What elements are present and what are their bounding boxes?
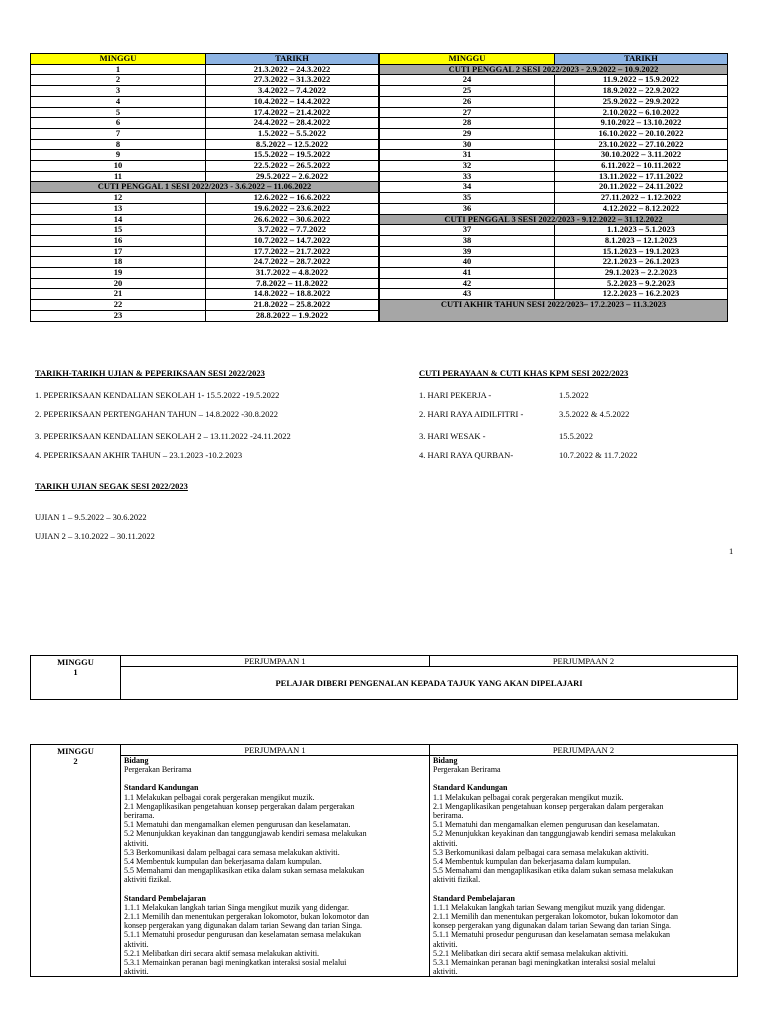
table-row [31, 225, 379, 236]
week-dates: 24.4.2022 – 28.4.2022 [206, 118, 379, 129]
table-row [31, 203, 379, 214]
standard-pembelajaran-line: 5.3.1 Memainkan peranan bagi meningkatkan interaksi sosial melalui [433, 958, 656, 968]
week-cell [31, 745, 121, 977]
week-dates: 21.3.2022 – 24.3.2022 [206, 64, 379, 75]
bidang-label: Bidang [433, 756, 458, 765]
standard-kandungan-line: 5.3 Berkomunikasi dalam pelbagai cara semasa melakukan aktiviti. [124, 847, 340, 857]
week-dates: 10.7.2022 – 14.7.2022 [206, 235, 379, 246]
standard-kandungan-line: aktiviti. [433, 838, 458, 848]
week-number: 2 [73, 756, 78, 766]
week-number: 1 [31, 64, 206, 75]
holiday-date: 15.5.2022 [559, 431, 593, 441]
cuti-row: CUTI PENGGAL 2 SESI 2022/2023 - 2.9.2022 – 10.9.2022 [380, 64, 728, 75]
week-dates: 15.5.2022 – 19.5.2022 [206, 150, 379, 161]
week-number: 25 [380, 86, 555, 97]
week-dates: 12.2.2023 – 16.2.2023 [555, 289, 728, 300]
exam-item: 3. PEPERIKSAAN KENDALIAN SEKOLAH 2 – 13.11.2022 -24.11.2022 [35, 431, 291, 441]
minggu-label: MINGGU [57, 657, 94, 667]
week-number: 12 [31, 193, 206, 204]
week-dates: 6.11.2022 – 10.11.2022 [555, 161, 728, 172]
week-dates: 8.1.2023 – 12.1.2023 [555, 235, 728, 246]
week-number: 19 [31, 268, 206, 279]
week-number: 10 [31, 161, 206, 172]
standard-kandungan-line: 2.1 Mengaplikasikan pengetahuan konsep pergerakan dalam pergerakan [433, 801, 664, 811]
table-row [380, 86, 728, 97]
standard-pembelajaran-line: aktiviti. [433, 967, 458, 977]
table-row [380, 182, 728, 193]
standard-kandungan-line: 5.2 Menunjukkan keyakinan dan tanggungjawab kendiri semasa melakukan [124, 829, 367, 839]
table-row [380, 193, 728, 204]
week-dates: 4.12.2022 – 8.12.2022 [555, 203, 728, 214]
table-row [31, 257, 379, 268]
week-number: 23 [31, 310, 206, 321]
spacer [124, 774, 426, 783]
standard-kandungan-line: 5.1 Mematuhi dan mengamalkan elemen pengurusan dan keselamatan. [433, 820, 660, 830]
intro-text: PELAJAR DIBERI PENGENALAN KEPADA TAJUK YANG AKAN DIPELAJARI [121, 667, 738, 700]
perjumpaan-1-content [121, 756, 430, 977]
cuti-row: CUTI PENGGAL 3 SESI 2022/2023 - 9.12.2022 – 31.12.2022 [380, 214, 728, 225]
standard-pembelajaran-line: 5.2.1 Melibatkan diri secara aktif semasa melakukan aktiviti. [433, 948, 629, 958]
table-row [31, 75, 379, 86]
table-row [380, 128, 728, 139]
table-row [380, 214, 728, 225]
table-row [380, 203, 728, 214]
segak-title: TARIKH UJIAN SEGAK SESI 2022/2023 [35, 481, 188, 491]
standard-kandungan-label: Standard Kandungan [124, 783, 199, 793]
week-number: 7 [31, 128, 206, 139]
standard-pembelajaran-line: konsep pergerakan yang digunakan dalam tarian Sewang dan tarian Singa. [124, 921, 362, 931]
bidang-value: Pergerakan Berirama [433, 765, 501, 775]
week-number: 14 [31, 214, 206, 225]
week-dates: 17.4.2022 – 21.4.2022 [206, 107, 379, 118]
week-number: 33 [380, 171, 555, 182]
week-dates: 3.4.2022 – 7.4.2022 [206, 86, 379, 97]
perjumpaan-1-header: PERJUMPAAN 1 [121, 656, 430, 667]
week2-table [30, 744, 738, 977]
table-row [31, 235, 379, 246]
week-dates: 22.1.2023 – 26.1.2023 [555, 257, 728, 268]
table-row [31, 246, 379, 257]
week-number: 2 [31, 75, 206, 86]
week-number: 40 [380, 257, 555, 268]
standard-pembelajaran-line: 2.1.1 Memilih dan menentukan pergerakan lokomotor, bukan lokomotor dan [433, 912, 679, 922]
standard-pembelajaran-line: 1.1.1 Melakukan langkah tarian Singa mengikut muzik yang didengar. [124, 902, 350, 912]
week-number: 20 [31, 278, 206, 289]
week-dates: 27.11.2022 – 1.12.2022 [555, 193, 728, 204]
week-number: 43 [380, 289, 555, 300]
table-row [31, 268, 379, 279]
standard-pembelajaran-line: aktiviti. [124, 967, 149, 977]
holiday-name: 4. HARI RAYA QURBAN- [419, 450, 514, 460]
table-row [380, 64, 728, 75]
week1-table [30, 655, 738, 700]
table-row [31, 289, 379, 300]
calendar-table-right [379, 53, 728, 322]
week-dates: 12.6.2022 – 16.6.2022 [206, 193, 379, 204]
table-row [31, 161, 379, 172]
week-dates: 1.1.2023 – 5.1.2023 [555, 225, 728, 236]
week-dates: 31.7.2022 – 4.8.2022 [206, 268, 379, 279]
standard-kandungan-line: 5.4 Membentuk kumpulan dan bekerjasama dalam kumpulan. [433, 857, 631, 867]
week-dates: 23.10.2022 – 27.10.2022 [555, 139, 728, 150]
spacer [433, 885, 734, 894]
week-number: 35 [380, 193, 555, 204]
week-dates: 10.4.2022 – 14.4.2022 [206, 96, 379, 107]
week-number: 28 [380, 118, 555, 129]
holiday-date: 10.7.2022 & 11.7.2022 [559, 450, 638, 460]
standard-pembelajaran-line: aktiviti. [433, 939, 458, 949]
standard-kandungan-line: 5.5 Memahami dan mengaplikasikan etika dalam sukan semasa melakukan [433, 866, 674, 876]
standard-kandungan-line: 1.1 Melakukan pelbagai corak pergerakan mengikut muzik. [433, 792, 624, 802]
week-dates: 18.9.2022 – 22.9.2022 [555, 86, 728, 97]
week-dates: 21.8.2022 – 25.8.2022 [206, 300, 379, 311]
holiday-name: 1. HARI PEKERJA - [419, 390, 492, 400]
week-number: 30 [380, 139, 555, 150]
perjumpaan-2-header: PERJUMPAAN 2 [430, 656, 738, 667]
standard-kandungan-line: aktiviti fizikal. [124, 875, 172, 885]
standard-kandungan-line: 5.4 Membentuk kumpulan dan bekerjasama dalam kumpulan. [124, 857, 322, 867]
week-number: 34 [380, 182, 555, 193]
standard-kandungan-line: 5.5 Memahami dan mengaplikasikan etika dalam sukan semasa melakukan [124, 866, 365, 876]
table-row [380, 107, 728, 118]
table-row [31, 300, 379, 311]
week-dates: 29.5.2022 – 2.6.2022 [206, 171, 379, 182]
header-tarikh: TARIKH [206, 54, 379, 65]
week-number: 36 [380, 203, 555, 214]
week-number: 39 [380, 246, 555, 257]
holiday-name: 3. HARI WESAK - [419, 431, 486, 441]
standard-pembelajaran-line: 1.1.1 Melakukan langkah tarian Sewang mengikut muzik yang didengar. [433, 902, 666, 912]
table-row [31, 118, 379, 129]
week-number: 16 [31, 235, 206, 246]
standard-pembelajaran-line: 5.1.1 Mematuhi prosedur pengurusan dan keselamatan semasa melakukan [433, 930, 671, 940]
week-dates: 19.6.2022 – 23.6.2022 [206, 203, 379, 214]
week-number: 38 [380, 235, 555, 246]
week-number: 27 [380, 107, 555, 118]
header-tarikh: TARIKH [555, 54, 728, 65]
standard-pembelajaran-line: 5.2.1 Melibatkan diri secara aktif semasa melakukan aktiviti. [124, 948, 320, 958]
week-number: 17 [31, 246, 206, 257]
standard-kandungan-line: 1.1 Melakukan pelbagai corak pergerakan mengikut muzik. [124, 792, 315, 802]
week-number: 21 [31, 289, 206, 300]
exams-title: TARIKH-TARIKH UJIAN & PEPERIKSAAN SESI 2022/2023 [35, 368, 265, 378]
holiday-date: 3.5.2022 & 4.5.2022 [559, 409, 630, 419]
week-number: 4 [31, 96, 206, 107]
table-row [380, 225, 728, 236]
week-number: 29 [380, 128, 555, 139]
table-row [380, 118, 728, 129]
table-row [31, 171, 379, 182]
week-number: 31 [380, 150, 555, 161]
header-minggu: MINGGU [31, 54, 206, 65]
exam-item: 1. PEPERIKSAAN KENDALIAN SEKOLAH 1- 15.5.2022 -19.5.2022 [35, 390, 280, 400]
table-row [380, 139, 728, 150]
table-row [31, 214, 379, 225]
segak-item: UJIAN 2 – 3.10.2022 – 30.11.2022 [35, 531, 155, 541]
standard-pembelajaran-line: aktiviti. [124, 939, 149, 949]
week-dates: 2.10.2022 – 6.10.2022 [555, 107, 728, 118]
table-row [31, 150, 379, 161]
week-dates: 20.11.2022 – 24.11.2022 [555, 182, 728, 193]
bidang-label: Bidang [124, 756, 149, 765]
table-row [380, 246, 728, 257]
table-row [31, 64, 379, 75]
standard-pembelajaran-line: 5.3.1 Memainkan peranan bagi meningkatkan interaksi sosial melalui [124, 958, 347, 968]
perjumpaan-2-content [430, 756, 738, 977]
table-row [31, 310, 379, 321]
table-row [31, 128, 379, 139]
week-dates: 5.2.2023 – 9.2.2023 [555, 278, 728, 289]
standard-pembelajaran-line: konsep pergerakan yang digunakan dalam tarian Sewang dan tarian Singa. [433, 921, 671, 931]
standard-pembelajaran-label: Standard Pembelajaran [433, 893, 515, 903]
standard-kandungan-line: aktiviti. [124, 838, 149, 848]
table-row [31, 96, 379, 107]
week-dates: 8.5.2022 – 12.5.2022 [206, 139, 379, 150]
week-number: 6 [31, 118, 206, 129]
segak-item: UJIAN 1 – 9.5.2022 – 30.6.2022 [35, 512, 147, 522]
standard-kandungan-label: Standard Kandungan [433, 783, 508, 793]
standard-kandungan-line: 5.3 Berkomunikasi dalam pelbagai cara semasa melakukan aktiviti. [433, 847, 649, 857]
standard-pembelajaran-line: 5.1.1 Mematuhi prosedur pengurusan dan keselamatan semasa melakukan [124, 930, 362, 940]
page-number: 1 [729, 546, 734, 556]
table-row [380, 289, 728, 300]
week-number: 32 [380, 161, 555, 172]
holiday-date: 1.5.2022 [559, 390, 589, 400]
standard-pembelajaran-label: Standard Pembelajaran [124, 893, 206, 903]
table-row [380, 257, 728, 268]
table-row [380, 235, 728, 246]
perjumpaan-1-header: PERJUMPAAN 1 [121, 745, 430, 756]
table-row [380, 278, 728, 289]
table-row [380, 96, 728, 107]
spacer [124, 885, 426, 894]
standard-kandungan-line: 5.1 Mematuhi dan mengamalkan elemen pengurusan dan keselamatan. [124, 820, 351, 830]
table-row [380, 171, 728, 182]
table-row [31, 107, 379, 118]
standard-pembelajaran-line: 2.1.1 Memilih dan menentukan pergerakan lokomotor, bukan lokomotor dan [124, 912, 370, 922]
table-row [31, 182, 379, 193]
week-cell [31, 656, 121, 700]
week-number: 13 [31, 203, 206, 214]
spacer [433, 774, 734, 783]
week-number: 26 [380, 96, 555, 107]
week-number: 24 [380, 75, 555, 86]
table-row [31, 139, 379, 150]
week-dates: 11.9.2022 – 15.9.2022 [555, 75, 728, 86]
week-number: 5 [31, 107, 206, 118]
table-row [380, 268, 728, 279]
week-number: 42 [380, 278, 555, 289]
standard-kandungan-line: berirama. [433, 811, 464, 821]
week-number: 9 [31, 150, 206, 161]
holiday-name: 2. HARI RAYA AIDILFITRI - [419, 409, 524, 419]
perjumpaan-2-header: PERJUMPAAN 2 [430, 745, 738, 756]
week-dates: 16.10.2022 – 20.10.2022 [555, 128, 728, 139]
week-dates: 7.8.2022 – 11.8.2022 [206, 278, 379, 289]
calendar-table-left [30, 53, 379, 322]
week-number: 11 [31, 171, 206, 182]
week-dates: 29.1.2023 – 2.2.2023 [555, 268, 728, 279]
table-row [380, 150, 728, 161]
week-dates: 3.7.2022 – 7.7.2022 [206, 225, 379, 236]
week-dates: 14.8.2022 – 18.8.2022 [206, 289, 379, 300]
exam-item: 2. PEPERIKSAAN PERTENGAHAN TAHUN – 14.8.2022 -30.8.2022 [35, 409, 279, 419]
week-dates: 28.8.2022 – 1.9.2022 [206, 310, 379, 321]
bidang-value: Pergerakan Berirama [124, 765, 192, 775]
week-number: 18 [31, 257, 206, 268]
holidays-title: CUTI PERAYAAN & CUTI KHAS KPM SESI 2022/2023 [419, 368, 629, 378]
week-number: 41 [380, 268, 555, 279]
standard-kandungan-line: 5.2 Menunjukkan keyakinan dan tanggungjawab kendiri semasa melakukan [433, 829, 676, 839]
week-dates: 1.5.2022 – 5.5.2022 [206, 128, 379, 139]
week-dates: 25.9.2022 – 29.9.2022 [555, 96, 728, 107]
week-number: 8 [31, 139, 206, 150]
week-dates: 22.5.2022 – 26.5.2022 [206, 161, 379, 172]
table-row [31, 193, 379, 204]
exam-item: 4. PEPERIKSAAN AKHIR TAHUN – 23.1.2023 -10.2.2023 [35, 450, 243, 460]
week-dates: 26.6.2022 – 30.6.2022 [206, 214, 379, 225]
week-number: 1 [73, 667, 78, 677]
week-dates: 9.10.2022 – 13.10.2022 [555, 118, 728, 129]
cuti-row: CUTI AKHIR TAHUN SESI 2022/2023– 17.2.2023 – 11.3.2023 [380, 300, 728, 322]
standard-kandungan-line: berirama. [124, 811, 155, 821]
table-row [380, 300, 728, 322]
table-row [380, 161, 728, 172]
week-dates: 17.7.2022 – 21.7.2022 [206, 246, 379, 257]
header-minggu: MINGGU [380, 54, 555, 65]
week-dates: 24.7.2022 – 28.7.2022 [206, 257, 379, 268]
week-number: 15 [31, 225, 206, 236]
standard-kandungan-line: 2.1 Mengaplikasikan pengetahuan konsep pergerakan dalam pergerakan [124, 801, 355, 811]
week-number: 22 [31, 300, 206, 311]
week-number: 3 [31, 86, 206, 97]
standard-kandungan-line: aktiviti fizikal. [433, 875, 481, 885]
table-row [31, 278, 379, 289]
cuti-row: CUTI PENGGAL 1 SESI 2022/2023 - 3.6.2022 – 11.06.2022 [31, 182, 379, 193]
week-dates: 15.1.2023 – 19.1.2023 [555, 246, 728, 257]
table-row [31, 86, 379, 97]
table-row [380, 75, 728, 86]
week-dates: 27.3.2022 – 31.3.2022 [206, 75, 379, 86]
week-number: 37 [380, 225, 555, 236]
week-dates: 13.11.2022 – 17.11.2022 [555, 171, 728, 182]
minggu-label: MINGGU [57, 746, 94, 756]
week-dates: 30.10.2022 – 3.11.2022 [555, 150, 728, 161]
